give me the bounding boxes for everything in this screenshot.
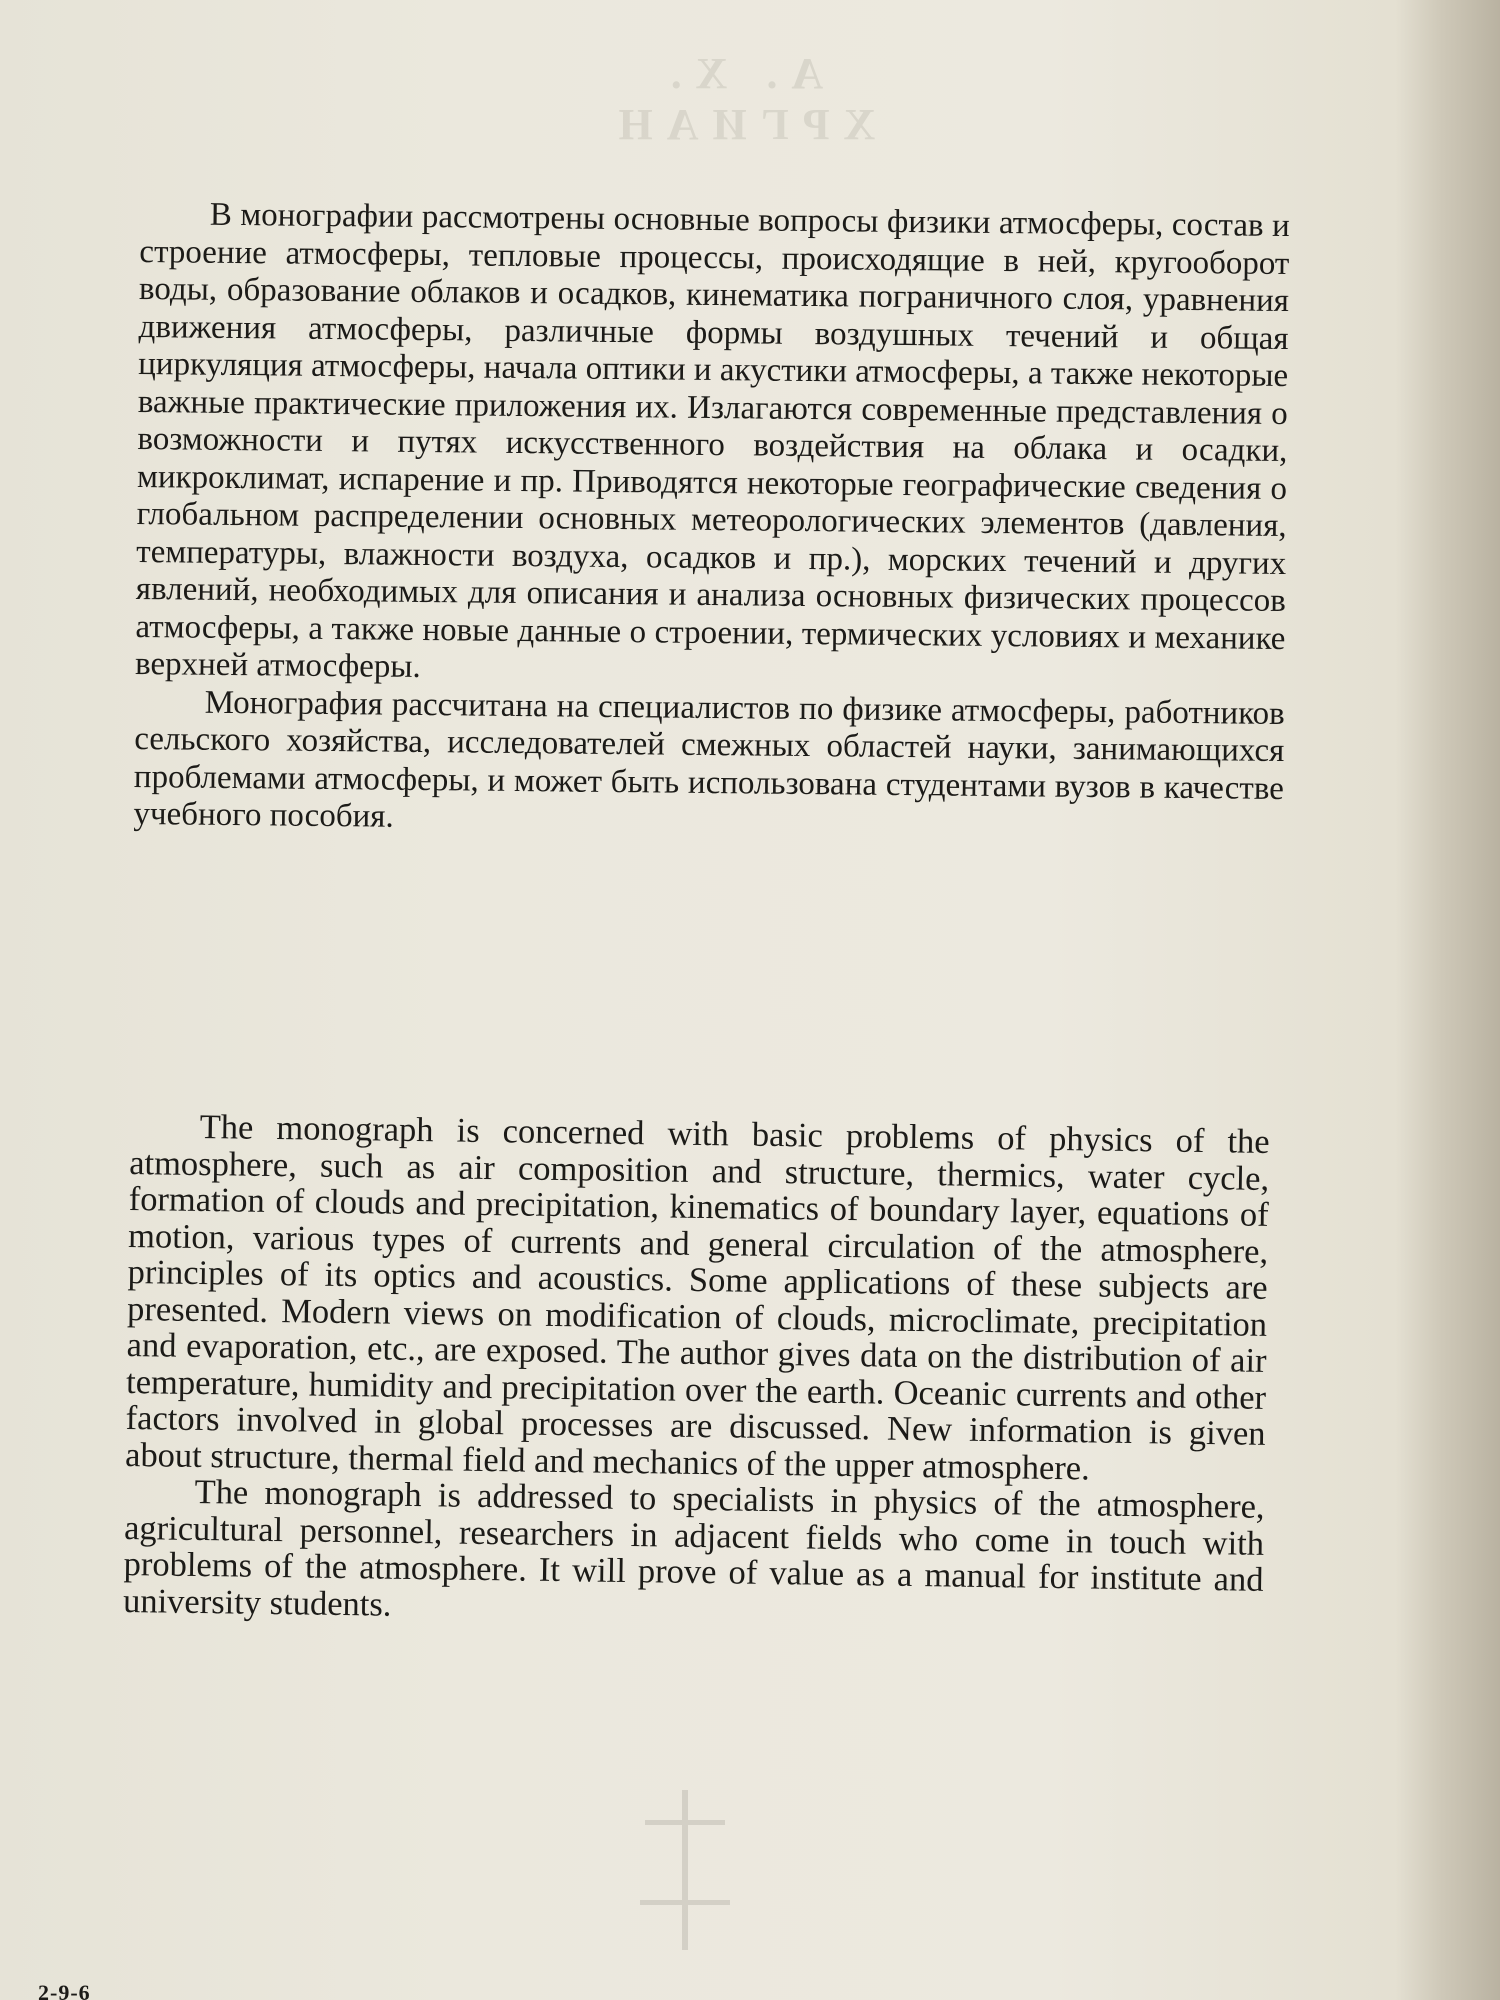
english-abstract-paragraph-2: The monograph is addressed to specialists in physics of the atmosphere, agricultural personnel, researchers in adjacent fields who come in touch with problems of the atmosphere. It will prove of value as a manual for institute and university students.: [122, 1472, 1265, 1624]
english-abstract: [123, 1108, 1270, 1635]
english-abstract-paragraph-1: The monograph is concerned with basic problems of physics of the atmosphere, such as air composition and structure, thermics, water cycle, formation of clouds and precipitation, kinematics of boundary layer, equations of motion, various types of currents and general circulation of the atmosphere, principles of its optics and acoustics. Some applications of these subjects are presented. Modern views on modification of clouds, microclimate, precipitation and evaporation, etc., are exposed. The author gives data on the distribution of air temperature, humidity and precipitation over the earth. Oceanic currents and other factors involved in global processes are discussed. New information is given about structure, thermal field and mechanics of the upper atmosphere.: [124, 1107, 1270, 1487]
show-through-mark: [640, 1790, 730, 1950]
show-through-title: А. Х. ХРГИАН: [604, 49, 876, 149]
publisher-code: 2-9-6: [38, 1980, 91, 2000]
russian-abstract: [133, 196, 1290, 846]
russian-abstract-paragraph-1: В монографии рассмотрены основные вопросы физики атмосферы, состав и строение атмосферы, тепловые процессы, происходящие в ней, кругооборот воды, образование облаков и осадков, кинематика пограничного слоя, уравнения движения атмосферы, различные формы воздушных течений и общая циркуляция атмосферы, начала оптики и акустики атмосферы, а также некоторые важные практические приложения их. Излагаются современные представления о возможности и путях искусственного воздействия на облака и осадки, микроклимат, испарение и пр. Приводятся некоторые географические сведения о глобальном распределении основных метеорологических элементов (давления, температуры, влажности воздуха, осадков и пр.), морских течений и других явлений, необходимых для описания и анализа основных физических процессов атмосферы, а также новые данные о строении, термических условиях и механике верхней атмосферы.: [134, 196, 1290, 685]
russian-abstract-paragraph-2: Монография рассчитана на специалистов по физике атмосферы, работников сельского хозяйства, исследователей смежных областей науки, занимающихся проблемами атмосферы, и может быть использована студентами вузов в качестве учебного пособия.: [133, 684, 1285, 835]
